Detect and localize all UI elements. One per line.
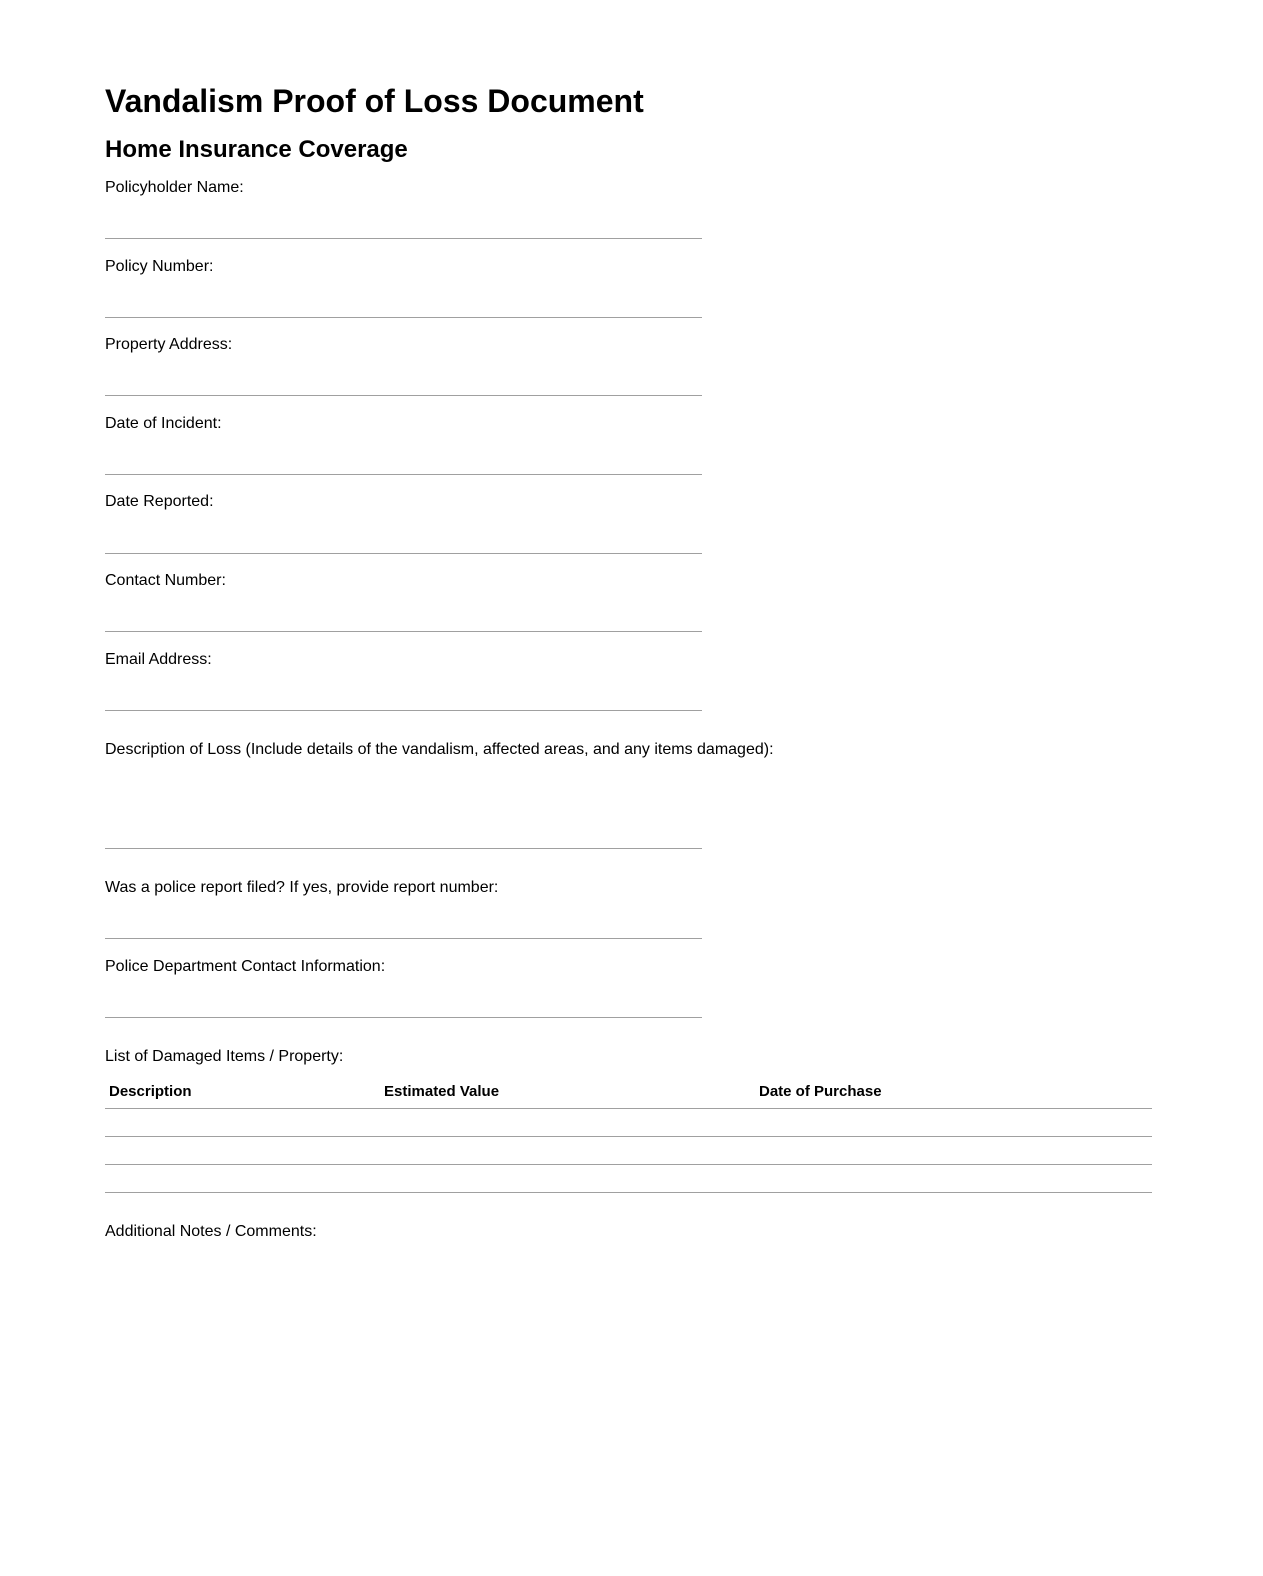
property-address-label: Property Address: <box>105 336 233 353</box>
table-row[interactable] <box>105 1109 1152 1136</box>
contact-number-label: Contact Number: <box>105 572 226 589</box>
column-header-estimated-value: Estimated Value <box>384 1083 500 1100</box>
damaged-items-label: List of Damaged Items / Property: <box>105 1048 344 1065</box>
email-address-field[interactable] <box>105 683 702 709</box>
police-contact-underline <box>105 1017 702 1018</box>
document-subtitle: Home Insurance Coverage <box>105 136 408 163</box>
description-of-loss-label: Description of Loss (Include details of the vandalism, affected areas, and any items damaged): <box>105 741 774 758</box>
description-of-loss-field[interactable] <box>105 770 702 846</box>
email-address-label: Email Address: <box>105 651 212 668</box>
police-contact-label: Police Department Contact Information: <box>105 958 386 975</box>
policyholder-name-label: Policyholder Name: <box>105 179 244 196</box>
email-address-underline <box>105 710 702 711</box>
policy-number-underline <box>105 317 702 318</box>
additional-notes-label: Additional Notes / Comments: <box>105 1223 317 1240</box>
column-header-date-of-purchase: Date of Purchase <box>759 1083 882 1100</box>
date-reported-field[interactable] <box>105 526 702 552</box>
date-reported-label: Date Reported: <box>105 493 214 510</box>
police-report-number-field[interactable] <box>105 911 702 937</box>
policyholder-name-underline <box>105 238 702 239</box>
table-row-divider <box>105 1192 1152 1193</box>
description-of-loss-underline <box>105 848 702 849</box>
additional-notes-field[interactable] <box>105 1252 1152 1372</box>
table-row[interactable] <box>105 1137 1152 1164</box>
police-contact-field[interactable] <box>105 990 702 1016</box>
property-address-underline <box>105 395 702 396</box>
table-row[interactable] <box>105 1165 1152 1192</box>
policy-number-label: Policy Number: <box>105 258 214 275</box>
document-title: Vandalism Proof of Loss Document <box>105 83 644 119</box>
date-of-incident-underline <box>105 474 702 475</box>
column-header-description: Description <box>109 1083 192 1100</box>
police-report-label: Was a police report filed? If yes, provide report number: <box>105 879 499 896</box>
date-reported-underline <box>105 553 702 554</box>
contact-number-field[interactable] <box>105 604 702 630</box>
contact-number-underline <box>105 631 702 632</box>
policyholder-name-field[interactable] <box>105 211 702 237</box>
property-address-field[interactable] <box>105 368 702 394</box>
policy-number-field[interactable] <box>105 290 702 316</box>
police-report-underline <box>105 938 702 939</box>
date-of-incident-field[interactable] <box>105 447 702 473</box>
date-of-incident-label: Date of Incident: <box>105 415 222 432</box>
